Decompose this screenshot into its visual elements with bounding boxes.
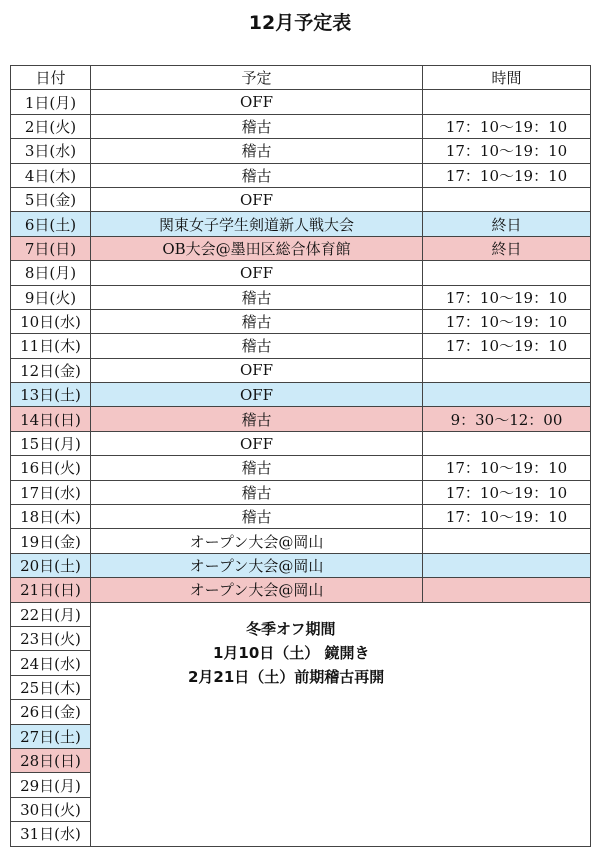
plan-cell: OFF — [91, 431, 423, 455]
table-row — [11, 505, 591, 529]
table-row — [11, 90, 591, 114]
time-cell: 17：10～19：10 — [423, 505, 591, 529]
time-cell — [423, 358, 591, 382]
time-cell: 17：10～19：10 — [423, 163, 591, 187]
date-cell: 8日(月) — [11, 261, 91, 285]
plan-cell: 稽古 — [91, 334, 423, 358]
plan-cell: 稽古 — [91, 163, 423, 187]
date-cell: 3日(水) — [11, 139, 91, 163]
date-cell: 26日(金) — [11, 700, 91, 724]
plan-cell: 稽古 — [91, 456, 423, 480]
note-line: 1月10日（土） 鏡開き — [213, 643, 370, 662]
table-row — [11, 578, 591, 602]
plan-cell: OB大会@墨田区総合体育館 — [91, 236, 423, 260]
plan-cell: OFF — [91, 90, 423, 114]
date-cell: 9日(火) — [11, 285, 91, 309]
time-cell: 終日 — [423, 236, 591, 260]
date-cell: 13日(土) — [11, 383, 91, 407]
plan-cell: 関東女子学生剣道新人戦大会 — [91, 212, 423, 236]
date-cell: 15日(月) — [11, 431, 91, 455]
note-line: 2月21日（土）前期稽古再開 — [188, 667, 385, 686]
plan-cell: オープン大会@岡山 — [91, 529, 423, 553]
table-row — [11, 261, 591, 285]
time-cell — [423, 261, 591, 285]
table-row — [11, 383, 591, 407]
plan-cell: オープン大会@岡山 — [91, 578, 423, 602]
date-cell: 16日(火) — [11, 456, 91, 480]
time-cell: 終日 — [423, 212, 591, 236]
plan-cell: オープン大会@岡山 — [91, 553, 423, 577]
table-row — [11, 139, 591, 163]
time-cell: 17：10～19：10 — [423, 480, 591, 504]
plan-cell: 稽古 — [91, 114, 423, 138]
date-cell: 29日(月) — [11, 773, 91, 797]
time-cell: 17：10～19：10 — [423, 139, 591, 163]
header-time: 時間 — [423, 66, 591, 90]
time-cell: 17：10～19：10 — [423, 309, 591, 333]
table-row — [11, 480, 591, 504]
time-cell — [423, 383, 591, 407]
time-cell — [423, 553, 591, 577]
page-title: 12月予定表 — [248, 12, 352, 34]
plan-cell: OFF — [91, 358, 423, 382]
schedule-table — [10, 65, 591, 847]
table-row — [11, 358, 591, 382]
table-row — [11, 431, 591, 455]
date-cell: 31日(水) — [11, 822, 91, 846]
date-cell: 21日(日) — [11, 578, 91, 602]
date-cell: 4日(木) — [11, 163, 91, 187]
time-cell: 17：10～19：10 — [423, 285, 591, 309]
plan-cell: 稽古 — [91, 480, 423, 504]
plan-cell: OFF — [91, 383, 423, 407]
table-row — [11, 553, 591, 577]
header-plan: 予定 — [91, 66, 423, 90]
table-row — [11, 285, 591, 309]
plan-cell: 稽古 — [91, 309, 423, 333]
plan-cell: OFF — [91, 261, 423, 285]
date-cell: 14日(日) — [11, 407, 91, 431]
date-cell: 11日(木) — [11, 334, 91, 358]
table-row — [11, 529, 591, 553]
schedule-body — [11, 90, 591, 846]
date-cell: 5日(金) — [11, 187, 91, 211]
time-cell — [423, 90, 591, 114]
date-cell: 24日(水) — [11, 651, 91, 675]
time-cell: 17：10～19：10 — [423, 456, 591, 480]
table-row — [11, 407, 591, 431]
date-cell: 6日(土) — [11, 212, 91, 236]
date-cell: 19日(金) — [11, 529, 91, 553]
time-cell: 17：10～19：10 — [423, 114, 591, 138]
date-cell: 23日(火) — [11, 626, 91, 650]
table-row — [11, 456, 591, 480]
plan-cell: 稽古 — [91, 505, 423, 529]
time-cell — [423, 187, 591, 211]
date-cell: 1日(月) — [11, 90, 91, 114]
time-cell — [423, 431, 591, 455]
time-cell: 17：10～19：10 — [423, 334, 591, 358]
table-row — [11, 212, 591, 236]
note-line: 冬季オフ期間 — [246, 619, 336, 638]
plan-cell: 稽古 — [91, 139, 423, 163]
off-period-note-cell — [91, 602, 591, 846]
table-row — [11, 187, 591, 211]
date-cell: 22日(月) — [11, 602, 91, 626]
date-cell: 2日(火) — [11, 114, 91, 138]
table-row — [11, 163, 591, 187]
date-cell: 20日(土) — [11, 553, 91, 577]
time-cell — [423, 578, 591, 602]
date-cell: 25日(木) — [11, 675, 91, 699]
date-cell: 10日(水) — [11, 309, 91, 333]
plan-cell: OFF — [91, 187, 423, 211]
date-cell: 7日(日) — [11, 236, 91, 260]
table-row — [11, 334, 591, 358]
plan-cell: 稽古 — [91, 285, 423, 309]
date-cell: 12日(金) — [11, 358, 91, 382]
plan-cell: 稽古 — [91, 407, 423, 431]
time-cell: 9：30～12：00 — [423, 407, 591, 431]
header-date: 日付 — [11, 66, 91, 90]
date-cell: 30日(火) — [11, 797, 91, 821]
table-row — [11, 236, 591, 260]
date-cell: 27日(土) — [11, 724, 91, 748]
off-period-note — [91, 603, 590, 689]
date-cell: 18日(木) — [11, 505, 91, 529]
date-cell: 17日(水) — [11, 480, 91, 504]
date-cell: 28日(日) — [11, 748, 91, 772]
table-row — [11, 309, 591, 333]
header-row — [11, 66, 591, 90]
table-row — [11, 602, 591, 626]
table-row — [11, 114, 591, 138]
time-cell — [423, 529, 591, 553]
